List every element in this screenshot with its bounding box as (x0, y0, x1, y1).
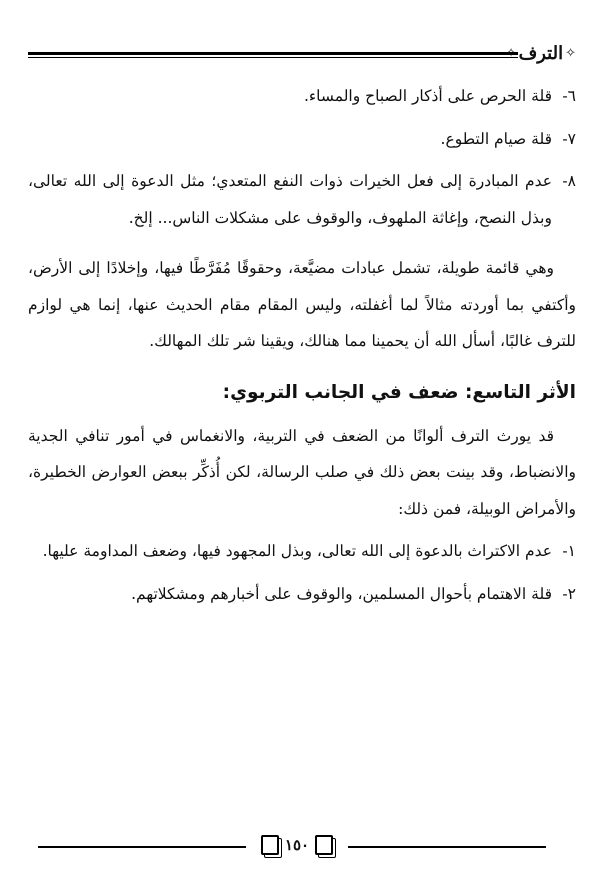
list-item-text: قلة الاهتمام بأحوال المسلمين، والوقوف على أخبارهم ومشكلاتهم. (131, 584, 552, 603)
body-paragraph: وهي قائمة طويلة، تشمل عبادات مضيَّعة، وحقوقًا مُفَرَّطًا فيها، وإخلادًا إلى الأرض، وأكتفي بما أوردته مثالاً لما أغفلته، وليس المقام مقام الحديث عنها، إنما هي لوازم للترف غالبًا، أسأل الله أن يحمينا مما هنالك، ويقينا شر تلك المهالك. (28, 259, 576, 350)
header-title-group (506, 38, 576, 68)
ornament-right-icon: ✧ (565, 45, 576, 61)
page-header (28, 38, 576, 68)
list-item-number: ١- (562, 542, 576, 560)
header-rule (28, 52, 518, 55)
list-item-number: ٧- (562, 129, 576, 148)
list-item-text: قلة صيام التطوع. (440, 129, 552, 148)
running-title: الترف (518, 42, 564, 64)
list-item-text: عدم المبادرة إلى فعل الخيرات ذوات النفع المتعدي؛ مثل الدعوة إلى الله تعالى، وبذل النصح، وإغاثة الملهوف، والوقوف على مشكلات الناس... إلخ. (28, 172, 552, 227)
list-item (28, 78, 576, 115)
page-number: ١٥٠ (284, 836, 310, 854)
footer-rule-left (38, 846, 246, 848)
book-icon (315, 835, 333, 855)
header-rule-thin (28, 57, 518, 58)
list-item-text: قلة الحرص على أذكار الصباح والمساء. (303, 87, 552, 105)
page-body (28, 78, 576, 612)
book-icon (261, 835, 279, 855)
list-item (28, 121, 576, 158)
page-number-box (253, 832, 341, 858)
body-paragraph: قد يورث الترف ألوانًا من الضعف في التربية، والانغماس في أمور تنافي الجدية والانضباط، وقد بينت بعض ذلك في صلب الرسالة، لكن أُذكِّر ببعض العوارض الخطيرة، والأمراض الوبيلة، فمن ذلك: (28, 426, 576, 518)
list-item (28, 533, 576, 570)
page-footer (38, 832, 546, 858)
list-item-number: ٦- (562, 87, 576, 105)
list-item (28, 163, 576, 236)
list-item-number: ٨- (562, 172, 576, 190)
list-item-text: عدم الاكتراث بالدعوة إلى الله تعالى، وبذل المجهود فيها، وضعف المداومة عليها. (42, 542, 552, 560)
list-item (28, 576, 576, 613)
list-item-number: ٢- (562, 584, 576, 603)
footer-rule-right (348, 846, 546, 848)
section-heading: الأثر التاسع: ضعف في الجانب التربوي: (222, 381, 576, 403)
ornament-left-icon: ✧ (505, 45, 517, 61)
